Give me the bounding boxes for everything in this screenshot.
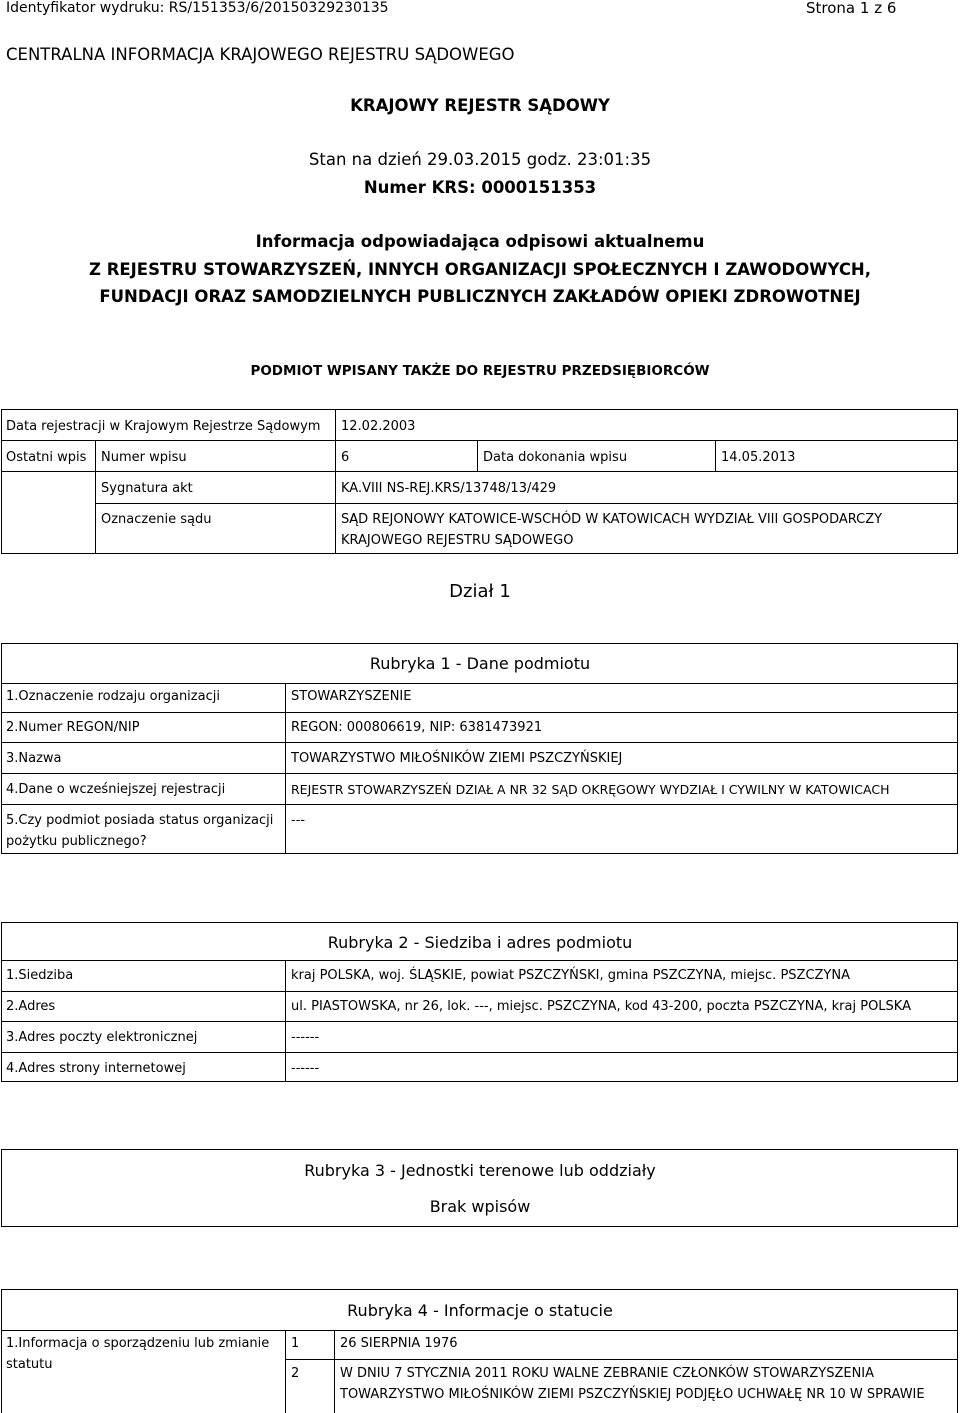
court-value-line-1: SĄD REJONOWY KATOWICE-WSCHÓD W KATOWICACH WYDZIAŁ VIII GOSPODARCZY xyxy=(341,512,883,527)
rubric-3-title: Rubryka 3 - Jednostki terenowe lub oddziały xyxy=(304,1161,656,1180)
r4-entry-1-num: 1 xyxy=(291,1336,300,1351)
r1-label-4: 4.Dane o wcześniejszej rejestracji xyxy=(6,782,226,797)
info-line-3: FUNDACJI ORAZ SAMODZIELNYCH PUBLICZNYCH ZAKŁADÓW OPIEKI ZDROWOTNEJ xyxy=(99,287,861,306)
rubric-2-title: Rubryka 2 - Siedziba i adres podmiotu xyxy=(327,933,633,952)
r4-entry-1-text: 26 SIERPNIA 1976 xyxy=(340,1336,458,1351)
r4-entry-2-text-line-2: TOWARZYSTWO MIŁOŚNIKÓW ZIEMI PSZCZYŃSKIEJ PODJĘŁO UCHWAŁĘ NR 10 W SPRAWIE xyxy=(340,1387,925,1402)
r2-value-1: kraj POLSKA, woj. ŚLĄSKIE, powiat PSZCZYŃSKI, gmina PSZCZYNA, miejsc. PSZCZYNA xyxy=(291,968,850,983)
r4-entry-2-num: 2 xyxy=(291,1366,300,1381)
r2-label-3: 3.Adres poczty elektronicznej xyxy=(6,1030,198,1045)
r2-value-3: ------ xyxy=(291,1030,320,1045)
state-date: Stan na dzień 29.03.2015 godz. 23:01:35 xyxy=(308,150,652,169)
r2-value-2: ul. PIASTOWSKA, nr 26, lok. ---, miejsc. PSZCZYNA, kod 43-200, poczta PSZCZYNA, kraj POLSKA xyxy=(291,999,911,1014)
entry-date-value: 14.05.2013 xyxy=(721,450,796,465)
r1-label-2: 2.Numer REGON/NIP xyxy=(6,720,140,735)
r1-value-3: TOWARZYSTWO MIŁOŚNIKÓW ZIEMI PSZCZYŃSKIEJ xyxy=(291,751,623,766)
registration-date-value: 12.02.2003 xyxy=(341,419,416,434)
entry-number-value: 6 xyxy=(341,450,350,465)
r1-value-4: REJESTR STOWARZYSZEŃ DZIAŁ A NR 32 SĄD OKRĘGOWY WYDZIAŁ I CYWILNY W KATOWICACH xyxy=(291,782,890,797)
r4-label-line-1: 1.Informacja o sporządzeniu lub zmianie xyxy=(6,1336,270,1351)
r4-label-line-2: statutu xyxy=(6,1357,53,1372)
info-line-2: Z REJESTRU STOWARZYSZEŃ, INNYCH ORGANIZACJI SPOŁECZNYCH I ZAWODOWYCH, xyxy=(88,260,872,279)
r2-label-4: 4.Adres strony internetowej xyxy=(6,1061,186,1076)
case-signature-value: KA.VIII NS-REJ.KRS/13748/13/429 xyxy=(341,481,557,496)
r1-value-1: STOWARZYSZENIE xyxy=(291,689,412,704)
r2-value-4: ------ xyxy=(291,1061,320,1076)
central-info-title: CENTRALNA INFORMACJA KRAJOWEGO REJESTRU SĄDOWEGO xyxy=(6,45,515,64)
court-value-line-2: KRAJOWEGO REJESTRU SĄDOWEGO xyxy=(341,533,574,548)
entry-date-label: Data dokonania wpisu xyxy=(483,450,628,465)
no-entries-text: Brak wpisów xyxy=(429,1197,531,1216)
register-title: KRAJOWY REJESTR SĄDOWY xyxy=(350,96,610,115)
r1-value-2: REGON: 000806619, NIP: 6381473921 xyxy=(291,720,543,735)
rubric-1-title: Rubryka 1 - Dane podmiotu xyxy=(369,654,591,673)
registration-date-label: Data rejestracji w Krajowym Rejestrze Sądowym xyxy=(6,419,321,434)
r1-label-3: 3.Nazwa xyxy=(6,751,62,766)
court-label: Oznaczenie sądu xyxy=(101,512,212,527)
entry-number-label: Numer wpisu xyxy=(101,450,187,465)
r1-label-5-cont: pożytku publicznego? xyxy=(6,834,147,849)
page-number: Strona 1 z 6 xyxy=(806,0,897,17)
r1-label-5: 5.Czy podmiot posiada status organizacji xyxy=(6,813,274,828)
rubric-4-title: Rubryka 4 - Informacje o statucie xyxy=(347,1301,613,1320)
r1-value-5: --- xyxy=(291,813,306,828)
r4-entry-2-text-line-1: W DNIU 7 STYCZNIA 2011 ROKU WALNE ZEBRANIE CZŁONKÓW STOWARZYSZENIA xyxy=(340,1366,875,1381)
section-title: Dział 1 xyxy=(449,581,511,602)
last-entry-label: Ostatni wpis xyxy=(6,450,87,465)
entrepreneur-notice: PODMIOT WPISANY TAKŻE DO REJESTRU PRZEDSIĘBIORCÓW xyxy=(250,363,710,379)
r2-label-2: 2.Adres xyxy=(6,999,56,1014)
r1-label-1: 1.Oznaczenie rodzaju organizacji xyxy=(6,689,220,704)
case-signature-label: Sygnatura akt xyxy=(101,481,193,496)
info-line-1: Informacja odpowiadająca odpisowi aktualnemu xyxy=(255,232,705,251)
r2-label-1: 1.Siedziba xyxy=(6,968,74,983)
print-id-label: Identyfikator wydruku: RS/151353/6/20150329230135 xyxy=(6,0,389,16)
krs-number: Numer KRS: 0000151353 xyxy=(363,178,597,197)
